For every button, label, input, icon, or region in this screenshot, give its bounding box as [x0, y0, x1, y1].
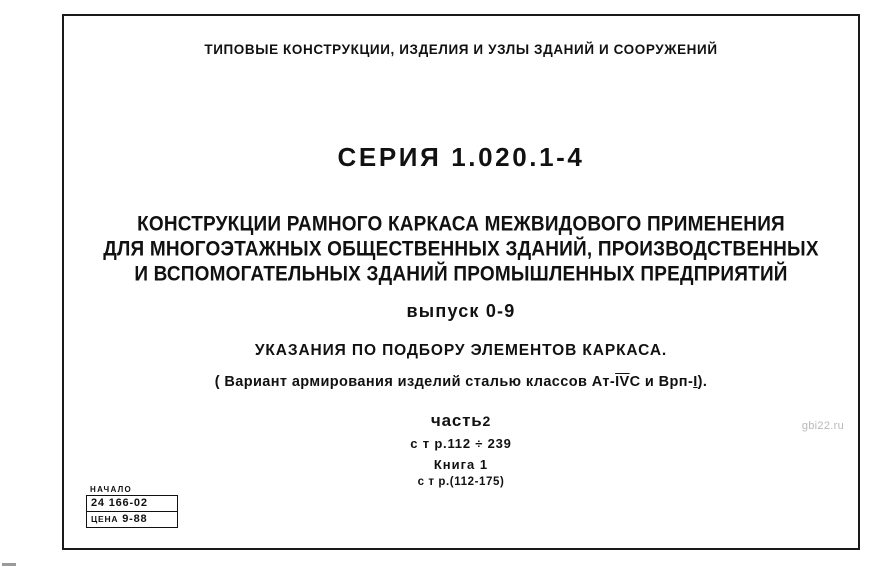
stamp-box: [86, 495, 178, 528]
stamp-price: [87, 512, 177, 527]
issue-number: выпуск 0-9: [406, 301, 516, 321]
book-number: 1: [479, 457, 489, 472]
page-range: с т р.112 ÷ 239: [410, 436, 512, 451]
variant-prefix: ( Вариант армирования изделий сталью классов Ат-: [214, 374, 616, 390]
title-line-2: ДЛЯ МНОГОЭТАЖНЫХ ОБЩЕСТВЕННЫХ ЗДАНИЙ, ПРОИЗВОДСТВЕННЫХ: [103, 237, 819, 262]
variant-note: [64, 374, 858, 390]
variant-class-2: I: [693, 374, 698, 390]
stamp-title: НАЧАЛО: [90, 485, 133, 494]
scan-edge-mark: [2, 563, 16, 566]
variant-class-1: $\overline{IV}$: [615, 374, 630, 390]
instruction-subtitle: УКАЗАНИЯ ПО ПОДБОРУ ЭЛЕМЕНТОВ КАРКАСА.: [254, 342, 668, 359]
stamp-price-value: 9-88: [122, 513, 148, 525]
title-line-1: КОНСТРУКЦИИ РАМНОГО КАРКАСА МЕЖВИДОВОГО ПРИМЕНЕНИЯ: [137, 212, 785, 237]
scan-left-margin: [0, 0, 8, 570]
title-line-3: И ВСПОМОГАТЕЛЬНЫХ ЗДАНИЙ ПРОМЫШЛЕННЫХ ПРЕДПРИЯТИЙ: [134, 262, 788, 287]
document-header: ТИПОВЫЕ КОНСТРУКЦИИ, ИЗДЕЛИЯ И УЗЛЫ ЗДАНИЙ И СООРУЖЕНИЙ: [204, 41, 718, 58]
part-label: часть: [430, 411, 483, 430]
document-border-frame: [62, 14, 860, 550]
archive-stamp: [86, 485, 178, 528]
series-number: СЕРИЯ 1.020.1-4: [337, 142, 585, 172]
stamp-price-label: ЦЕНА: [91, 514, 119, 524]
book-label: Книга: [433, 457, 476, 472]
document-title: [64, 212, 858, 287]
book-designation: [64, 457, 858, 472]
document-content: [64, 16, 858, 548]
part-designation: [64, 411, 858, 431]
stamp-code: 24 166-02: [87, 496, 177, 512]
part-number: 2: [482, 413, 492, 429]
watermark: gbi22.ru: [801, 420, 844, 432]
variant-suffix: ).: [697, 374, 708, 390]
book-page-range: с т р.(112-175): [417, 476, 505, 488]
variant-class-1-suffix: С: [629, 374, 641, 390]
variant-middle: и Врп-: [640, 374, 694, 390]
